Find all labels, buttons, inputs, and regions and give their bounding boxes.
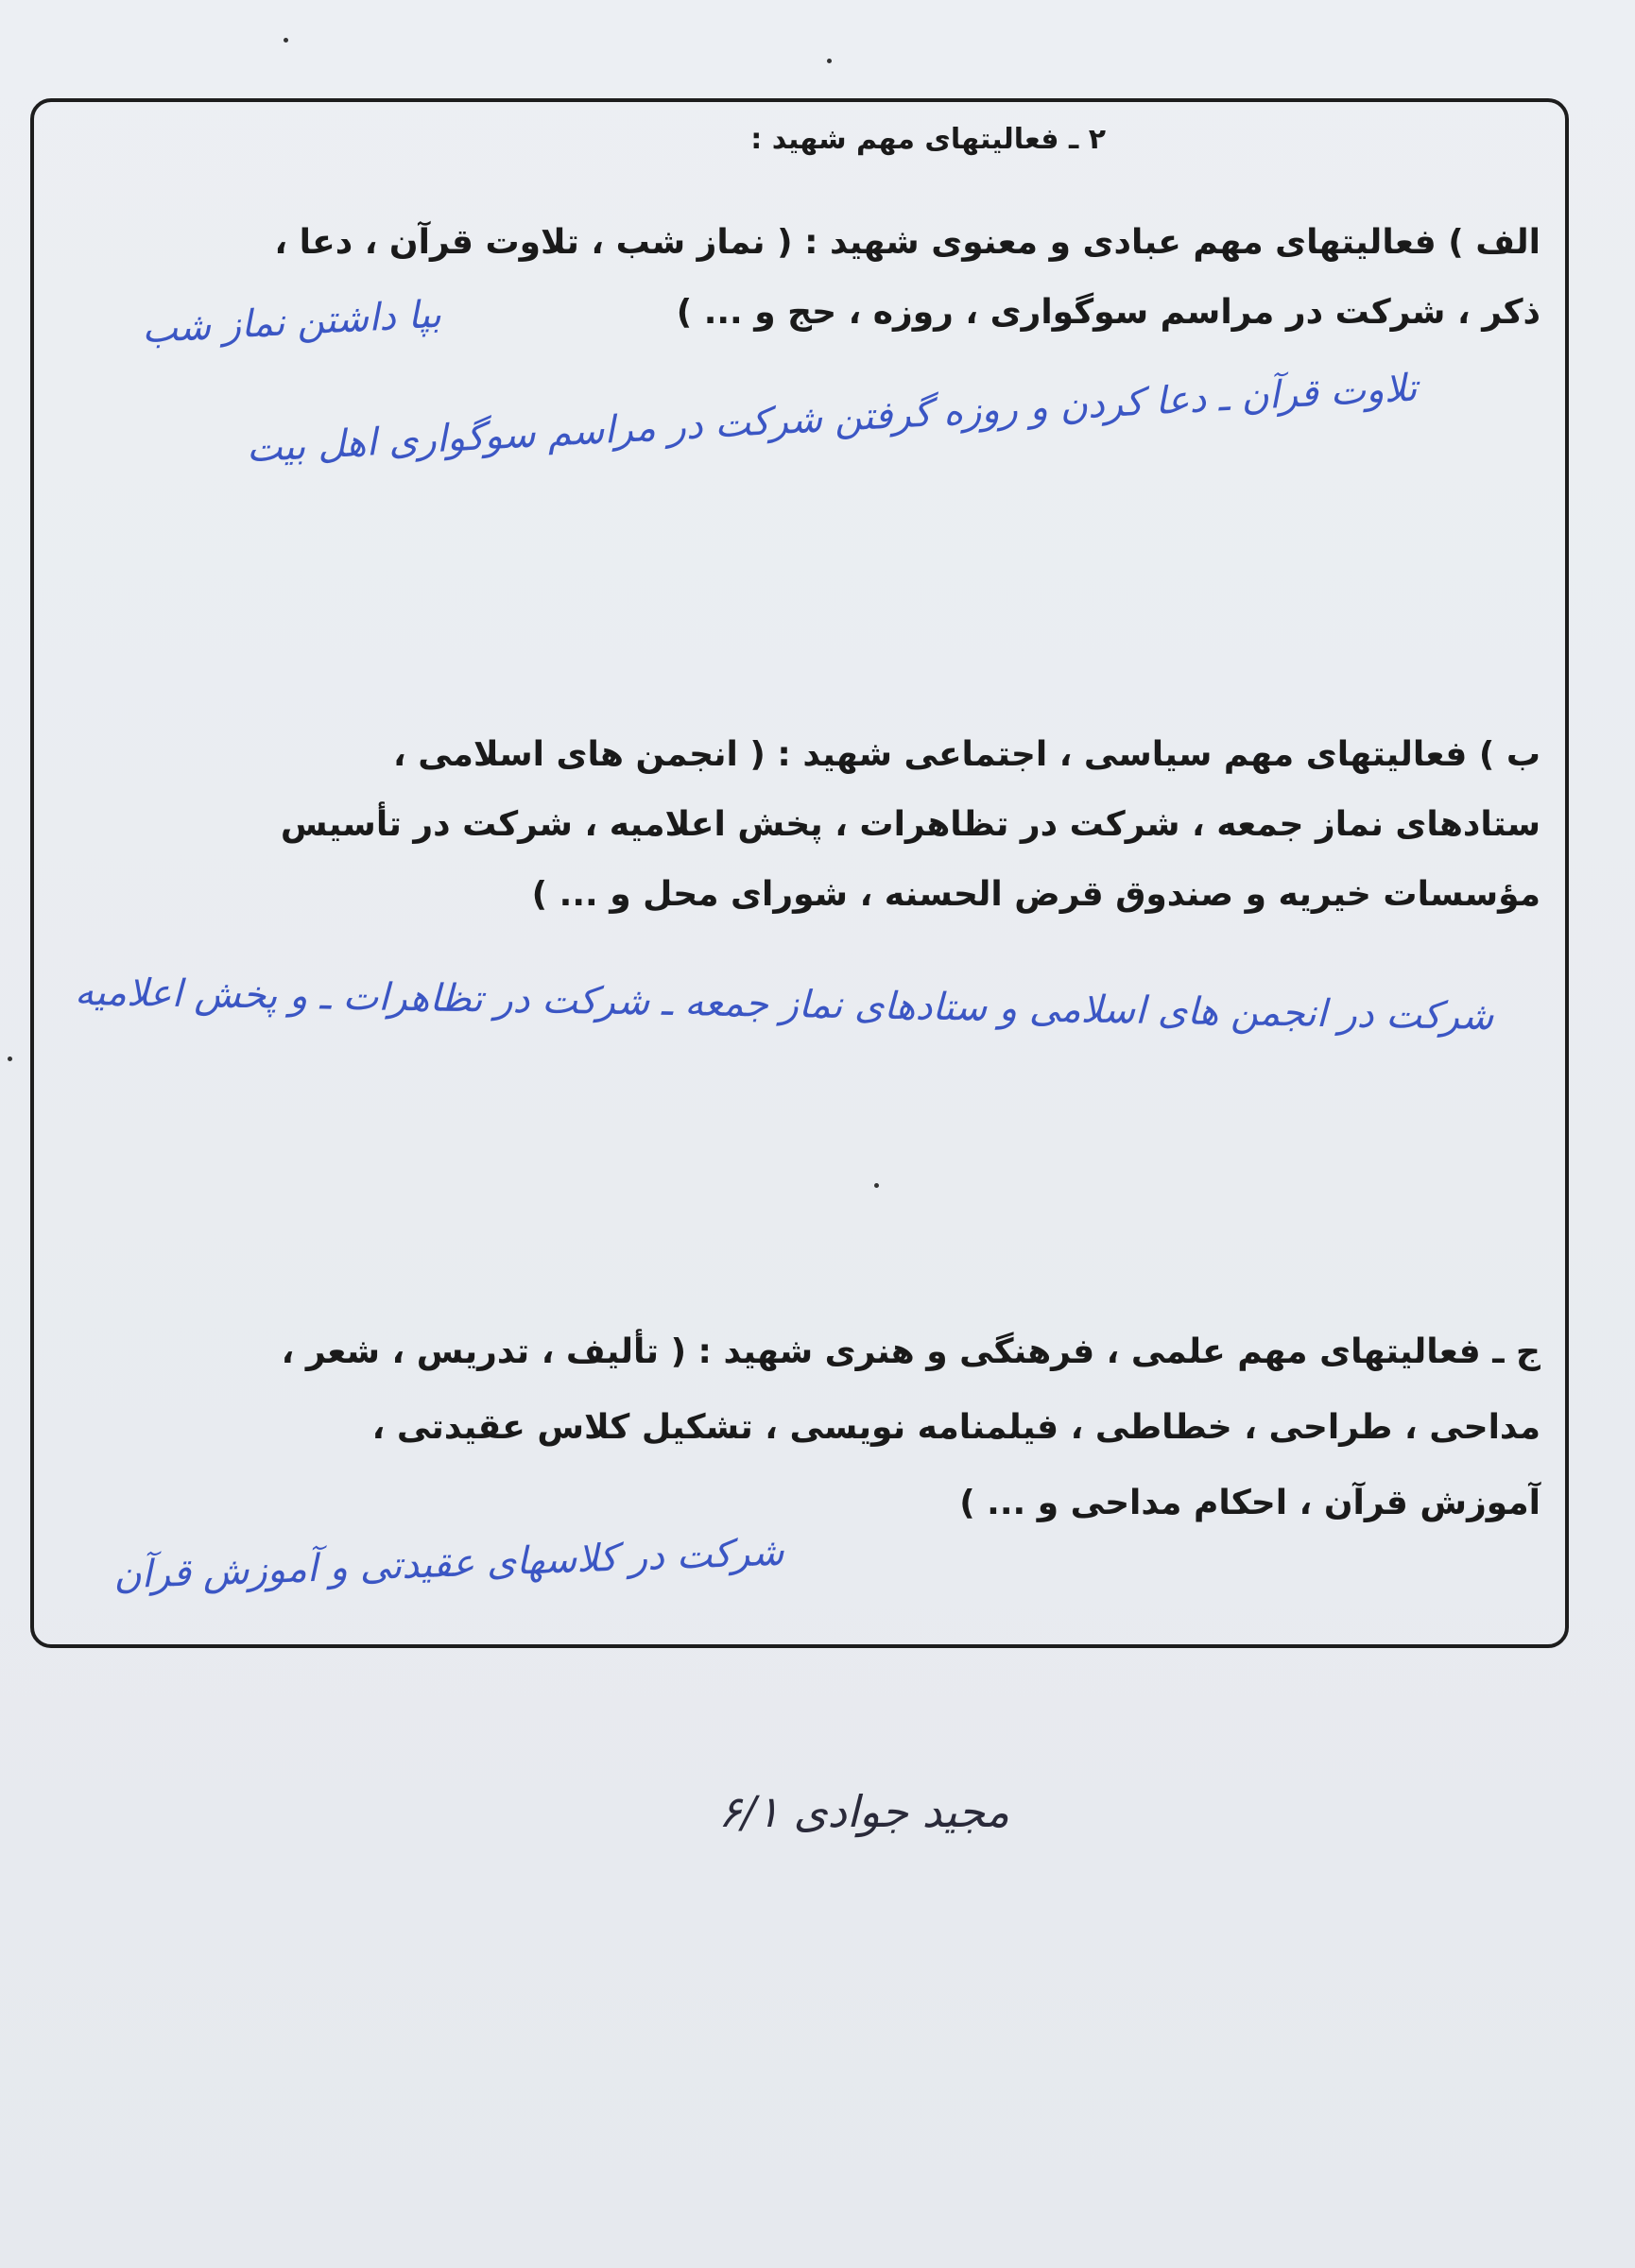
part-c-question-line1: ج ـ فعالیتهای مهم علمی ، فرهنگی و هنری شهید : ( تألیف ، تدریس ، شعر ، [281, 1332, 1540, 1371]
part-a-question-line1: الف ) فعالیتهای مهم عبادی و معنوی شهید : ( نماز شب ، تلاوت قرآن ، دعا ، [274, 223, 1540, 262]
part-b-question-line3: مؤسسات خیریه و صندوق قرض الحسنه ، شورای محل و ... ) [531, 875, 1540, 914]
scan-speck [874, 1183, 879, 1188]
signature: مجید جوادی ۶/۱ [718, 1786, 1009, 1837]
scan-speck [8, 1057, 12, 1061]
part-b-question-line1: ب ) فعالیتهای مهم سیاسی ، اجتماعی شهید : ( انجمن های اسلامی ، [393, 735, 1540, 774]
part-c-question-line2: مداحی ، طراحی ، خطاطی ، فیلمنامه نویسی ، تشکیل کلاس عقیدتی ، [371, 1408, 1540, 1447]
part-a-handwritten-answer-1: بپا داشتن نماز شب [141, 292, 443, 352]
part-b-question-line2: ستادهای نماز جمعه ، شرکت در تظاهرات ، پخش اعلامیه ، شرکت در تأسیس [280, 805, 1540, 844]
scan-speck [827, 59, 832, 63]
part-c-handwritten-answer: شرکت در کلاسهای عقیدتی و آموزش قرآن [112, 1530, 785, 1598]
part-a-handwritten-answer-2: تلاوت قرآن ـ دعا کردن و روزه گرفتن شرکت در مراسم سوگواری اهل بیت [245, 366, 1419, 472]
scan-speck [284, 38, 288, 43]
part-c-question-line3: آموزش قرآن ، احکام مداحی و ... ) [959, 1484, 1540, 1522]
part-b-handwritten-answer: شرکت در انجمن های اسلامی و ستادهای نماز جمعه ـ شرکت در تظاهرات ـ و پخش اعلامیه [74, 970, 1494, 1040]
part-a-question-line2: ذکر ، شرکت در مراسم سوگواری ، روزه ، حج و ... ) [676, 293, 1540, 332]
section-heading: ۲ ـ فعالیتهای مهم شهید : [750, 123, 1106, 156]
